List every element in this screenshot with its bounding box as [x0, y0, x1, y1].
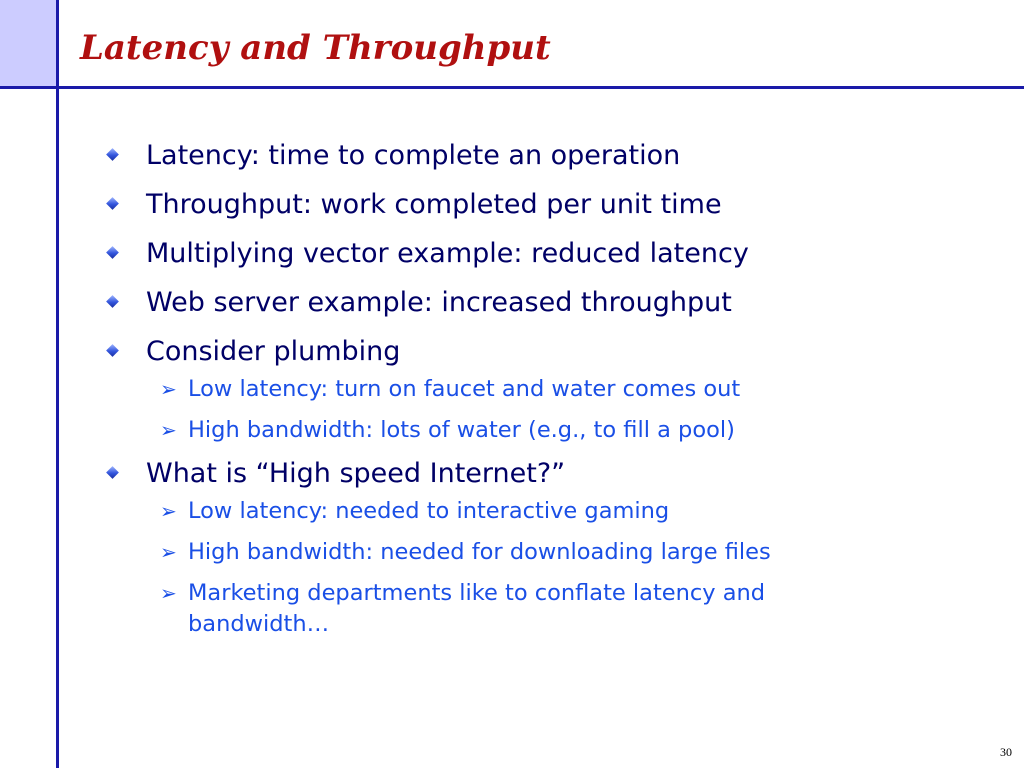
sub-bullet-item: [108, 578, 988, 640]
arrowhead-bullet-icon: ➢: [160, 540, 177, 564]
sub-bullet-item: [108, 496, 988, 527]
sub-bullet-text: Low latency: needed to interactive gaming: [188, 498, 670, 524]
sub-bullet-text: High bandwidth: needed for downloading large files: [188, 539, 771, 565]
bullet-list: [108, 136, 988, 650]
diamond-bullet-icon: [106, 295, 119, 308]
bullet-item: [108, 234, 988, 274]
bullet-text: What is “High speed Internet?”: [146, 458, 566, 489]
sub-bullet-text: Low latency: turn on faucet and water comes out: [188, 376, 741, 402]
horizontal-frame-line: [0, 86, 1024, 89]
sub-bullet-item: [108, 537, 988, 568]
bullet-text: Consider plumbing: [146, 336, 401, 367]
bullet-item: [108, 283, 988, 323]
diamond-bullet-icon: [106, 466, 119, 479]
corner-decoration-box: [0, 0, 59, 89]
diamond-bullet-icon: [106, 197, 119, 210]
bullet-text: Throughput: work completed per unit time: [146, 189, 722, 220]
bullet-item: [108, 332, 988, 372]
vertical-frame-line: [56, 0, 59, 768]
sub-bullet-text: Marketing departments like to conflate latency and bandwidth…: [188, 580, 766, 637]
bullet-item: [108, 185, 988, 225]
bullet-item: [108, 454, 988, 494]
sub-bullet-item: [108, 374, 988, 405]
arrowhead-bullet-icon: ➢: [160, 377, 177, 401]
arrowhead-bullet-icon: ➢: [160, 499, 177, 523]
diamond-bullet-icon: [106, 148, 119, 161]
arrowhead-bullet-icon: ➢: [160, 418, 177, 442]
arrowhead-bullet-icon: ➢: [160, 581, 177, 605]
sub-bullet-text: High bandwidth: lots of water (e.g., to fill a pool): [188, 417, 735, 443]
bullet-text: Web server example: increased throughput: [146, 287, 732, 318]
sub-bullet-item: [108, 415, 988, 446]
diamond-bullet-icon: [106, 344, 119, 357]
bullet-text: Latency: time to complete an operation: [146, 140, 681, 171]
bullet-text: Multiplying vector example: reduced latency: [146, 238, 749, 269]
page-number: 30: [1000, 745, 1012, 759]
diamond-bullet-icon: [106, 246, 119, 259]
slide-title: Latency and Throughput: [80, 28, 551, 68]
bullet-item: [108, 136, 988, 176]
